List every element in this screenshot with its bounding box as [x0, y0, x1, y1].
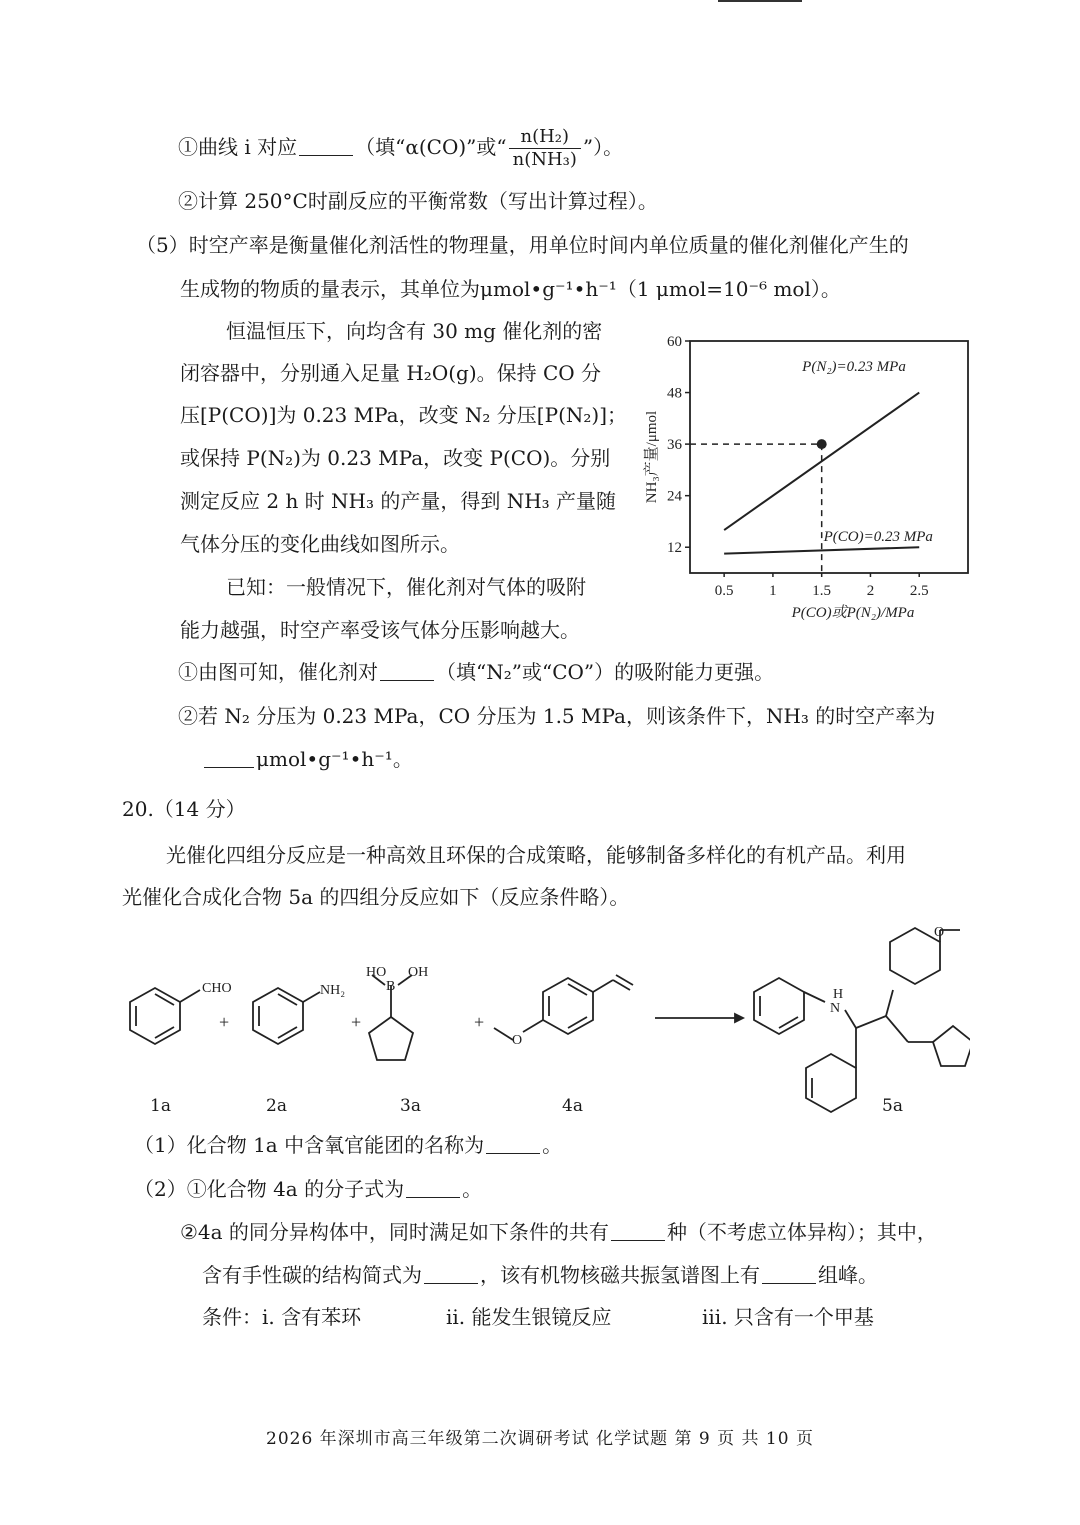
x-tick-label-1: 1 [769, 583, 777, 599]
x-tick-label-4: 2.5 [909, 583, 929, 599]
x-tick-label-0: 0.5 [714, 583, 734, 599]
q4-item2: ②计算 250°C时副反应的平衡常数（写出计算过程）。 [178, 189, 658, 213]
y-tick-label-2: 36 [667, 437, 682, 454]
plus-3: + [474, 1012, 485, 1032]
label-5a: 5a [882, 1096, 903, 1116]
plus-1: + [219, 1012, 230, 1032]
q20-p2c-pre: 含有手性碳的结构简式为 [202, 1263, 422, 1287]
y-tick-label-3: 48 [667, 385, 682, 402]
q5-sub1 [178, 657, 774, 687]
q20-blank-3[interactable] [611, 1220, 665, 1241]
y-tick-label-4: 60 [667, 334, 682, 350]
label-o-4a: O [512, 1033, 523, 1048]
q5-sub2-line2 [202, 744, 413, 774]
nh3-yield-chart [630, 325, 990, 635]
highlight-point [817, 439, 827, 449]
q5-known-0: 已知：一般情况下，催化剂对气体的吸附 [226, 575, 586, 599]
q20-p2c [202, 1260, 878, 1290]
series-label-1: P(CO)=0.23 MPa [823, 528, 933, 545]
q20-blank-2[interactable] [406, 1177, 460, 1198]
reaction-scheme [110, 920, 970, 1120]
label-h-5a: H [833, 987, 844, 1002]
label-oh: OH [408, 965, 429, 980]
q20-intro1: 光催化四组分反应是一种高效且环保的合成策略，能够制备多样化的有机产品。利用 [166, 843, 906, 867]
q4-item1-mid: （填“α(CO)”或“ [355, 135, 507, 159]
series-line-0 [724, 393, 919, 530]
q20-cond-1: ii. 能发生银镜反应 [446, 1305, 612, 1329]
q20-p2c-post: 组峰。 [818, 1263, 878, 1287]
q20-blank-1[interactable] [486, 1133, 540, 1154]
label-n-5a: N [830, 1001, 841, 1016]
q4-blank-1[interactable] [299, 135, 353, 156]
reaction-arrow [655, 1014, 743, 1022]
q20-blank-4[interactable] [424, 1263, 478, 1284]
x-tick-label-3: 2 [866, 583, 875, 599]
q20-intro2: 光催化合成化合物 5a 的四组分反应如下（反应条件略）。 [122, 885, 630, 909]
label-ho: HO [366, 965, 387, 980]
fraction-denominator: n(NH₃) [512, 149, 577, 170]
q5-para-5: 气体分压的变化曲线如图所示。 [180, 532, 460, 556]
q20-p2-post: 。 [462, 1177, 483, 1201]
q20-p1-pre: （1）化合物 1a 中含氧官能团的名称为 [134, 1133, 485, 1157]
label-1a: 1a [150, 1096, 171, 1116]
q20-p2b-pre: ②4a 的同分异构体中，同时满足如下条件的共有 [180, 1220, 609, 1244]
q20-p2c-mid: ，该有机物核磁共振氢谱图上有 [480, 1263, 760, 1287]
compound-4a-structure [494, 975, 633, 1040]
compound-5a-structure [754, 928, 970, 1112]
q20-p2b-mid: 种（不考虑立体异构）；其中， [666, 1220, 937, 1244]
label-3a: 3a [400, 1096, 421, 1116]
label-cho: CHO [202, 981, 232, 996]
q5-blank-1[interactable] [380, 660, 434, 681]
q20-p2-pre: （2）①化合物 4a 的分子式为 [134, 1177, 405, 1201]
q20-cond-2: iii. 只含有一个甲基 [702, 1305, 874, 1329]
top-scan-mark [718, 0, 802, 2]
q5-para-3: 或保持 P(N₂)为 0.23 MPa，改变 P(CO)。分别 [180, 446, 611, 470]
q5-para-1: 闭容器中，分别通入足量 H₂O(g)。保持 CO 分 [180, 361, 602, 385]
q5-para-0: 恒温恒压下，向均含有 30 mg 催化剂的密 [226, 319, 603, 343]
label-nh2: NH₂ [320, 983, 346, 998]
q20-header: 20.（14 分） [122, 797, 246, 821]
q5-sub2-unit: μmol•g⁻¹•h⁻¹。 [256, 747, 413, 771]
series-label-0: P(N₂)=0.23 MPa [802, 359, 906, 376]
y-tick-label-0: 12 [667, 540, 682, 557]
q20-blank-5[interactable] [762, 1263, 816, 1284]
q5-known-1: 能力越强，时空产率受该气体分压影响越大。 [180, 618, 580, 642]
q5-sub1-pre: ①由图可知，催化剂对 [178, 660, 378, 684]
q5-para-2: 压[P(CO)]为 0.23 MPa，改变 N₂ 分压[P(N₂)]； [180, 403, 627, 427]
fraction-numerator: n(H₂) [509, 126, 581, 149]
q5-sub1-post: （填“N₂”或“CO”）的吸附能力更强。 [436, 660, 775, 684]
compound-2a-structure [253, 988, 320, 1044]
q20-p2 [134, 1174, 482, 1204]
q20-p1 [134, 1130, 562, 1160]
q4-item1-post: ”）。 [582, 135, 624, 159]
q5-sub2: ②若 N₂ 分压为 0.23 MPa，CO 分压为 1.5 MPa，则该条件下，NH₃ 的时空产率为 [178, 704, 936, 728]
label-b: B [386, 979, 396, 994]
q20-cond-0: 条件：i. 含有苯环 [202, 1305, 362, 1329]
label-o-5a: O [934, 925, 945, 940]
q4-item1 [178, 126, 623, 171]
label-4a: 4a [562, 1096, 583, 1116]
x-tick-label-2: 1.5 [812, 583, 832, 599]
plus-2: + [351, 1012, 362, 1032]
q5-para-4: 测定反应 2 h 时 NH₃ 的产量，得到 NH₃ 产量随 [180, 489, 617, 513]
x-axis-label: P(CO)或P(N₂)/MPa [791, 605, 915, 621]
q5-blank-2[interactable] [204, 747, 254, 768]
label-2a: 2a [266, 1096, 287, 1116]
q20-p2b [180, 1217, 937, 1247]
ratio-fraction [509, 126, 581, 171]
q5-line2: 生成物的物质的量表示，其单位为μmol•g⁻¹•h⁻¹（1 μmol=10⁻⁶ mol）。 [180, 277, 841, 301]
q20-p1-post: 。 [542, 1133, 563, 1157]
page-footer: 2026 年深圳市高三年级第二次调研考试 化学试题 第 9 页 共 10 页 [266, 1429, 814, 1449]
y-axis-label: NH₃产量/μmol [644, 410, 660, 504]
compound-1a-structure [130, 988, 200, 1044]
q4-item1-pre: ①曲线 i 对应 [178, 135, 298, 159]
y-tick-label-1: 24 [667, 488, 682, 505]
q5-line1: （5）时空产率是衡量催化剂活性的物理量，用单位时间内单位质量的催化剂催化产生的 [136, 233, 909, 257]
